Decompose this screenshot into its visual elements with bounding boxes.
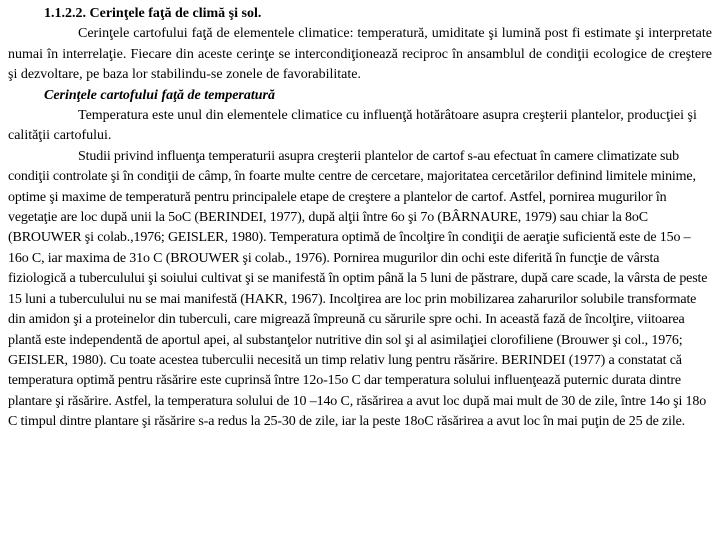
temperature-paragraph: Temperatura este unul din elementele climatice cu influenţă hotărâtoare asupra creşterii plantelor, producţiei şi calităţii cartofului. [8,108,697,144]
intro-paragraph: Cerinţele cartofului faţă de elementele climatice: temperatură, umiditate şi lumină post fi estimate şi interpretate numai în interrelaţie. Fiecare din aceste cerinţe se intercondiţionează reciproc în ansamblul de condiţii ecologice de creştere şi dezvoltare, pe baza lor stabilindu-se zonele de favorabilitate. [8,26,712,83]
section-heading: 1.1.2.2. Cerinţele faţă de climă şi sol. [44,6,262,21]
research-paragraph: Studii privind influenţa temperaturii asupra creşterii plantelor de cartof s-au efectuat în camere climatizate sub condiţii controlate şi în condiţii de câmp, în foarte multe centre de cercetare, majoritatea cercetărilor definind limitele minime, optime şi maxime de temperatură pentru principalele etape de creştere a plantelor de cartof. Astfel, pornirea mugurilor în vegetaţie are loc după unii la 5oC (BERINDEI, 1977), după alţii între 6o şi 7o (BÂRNAURE, 1979) sau chiar la 8oC (BROUWER şi colab.,1976; GEISLER, 1980). Temperatura optimă de încolţire în condiţii de aeraţie suficientă este de 15o – 16o C, iar maxima de 31o C (BROUWER şi colab., 1976). Pornirea mugurilor din ochi este diferită în funcţie de vârsta fiziologică a tuberculului şi soiului cultivat şi se manifestă în optim până la 5 luni de păstrare, după care scade, la vârsta de peste 15 luni a tuberculului nu se mai manifestă (HAKR, 1967). Incolţirea are loc prin mobilizarea zaharurilor solubile transformate din amidon şi a proteinelor din tuberculi, care migrează împreună cu sărurile spre ochi. In această fază de încolţire, viitoarea plantă este independentă de aportul apei, al substanţelor nutritive din sol şi al asimilaţiei clorofiliene (Brouwer şi col., 1976; GEISLER, 1980). Cu toate acestea tuberculii necesită un timp relativ lung pentru răsărire. BERINDEI (1977) a constatat că temperatura optimă pentru răsărire este cuprinsă între 12o-15o C dar temperatura solului influenţează puternic durata dintre plantare şi răsărire. Astfel, la temperatura solului de 10 –14o C, răsărirea a avut loc după mai mult de 30 de zile, între 14o şi 18o C timpul dintre plantare şi răsărire s-a redus la 25-30 de zile, iar la peste 18oC răsărirea a avut loc în mai puţin de 25 de zile. [8,148,708,430]
subsection-heading: Cerinţele cartofului faţă de temperatură [44,87,275,103]
document-page [8,4,712,433]
